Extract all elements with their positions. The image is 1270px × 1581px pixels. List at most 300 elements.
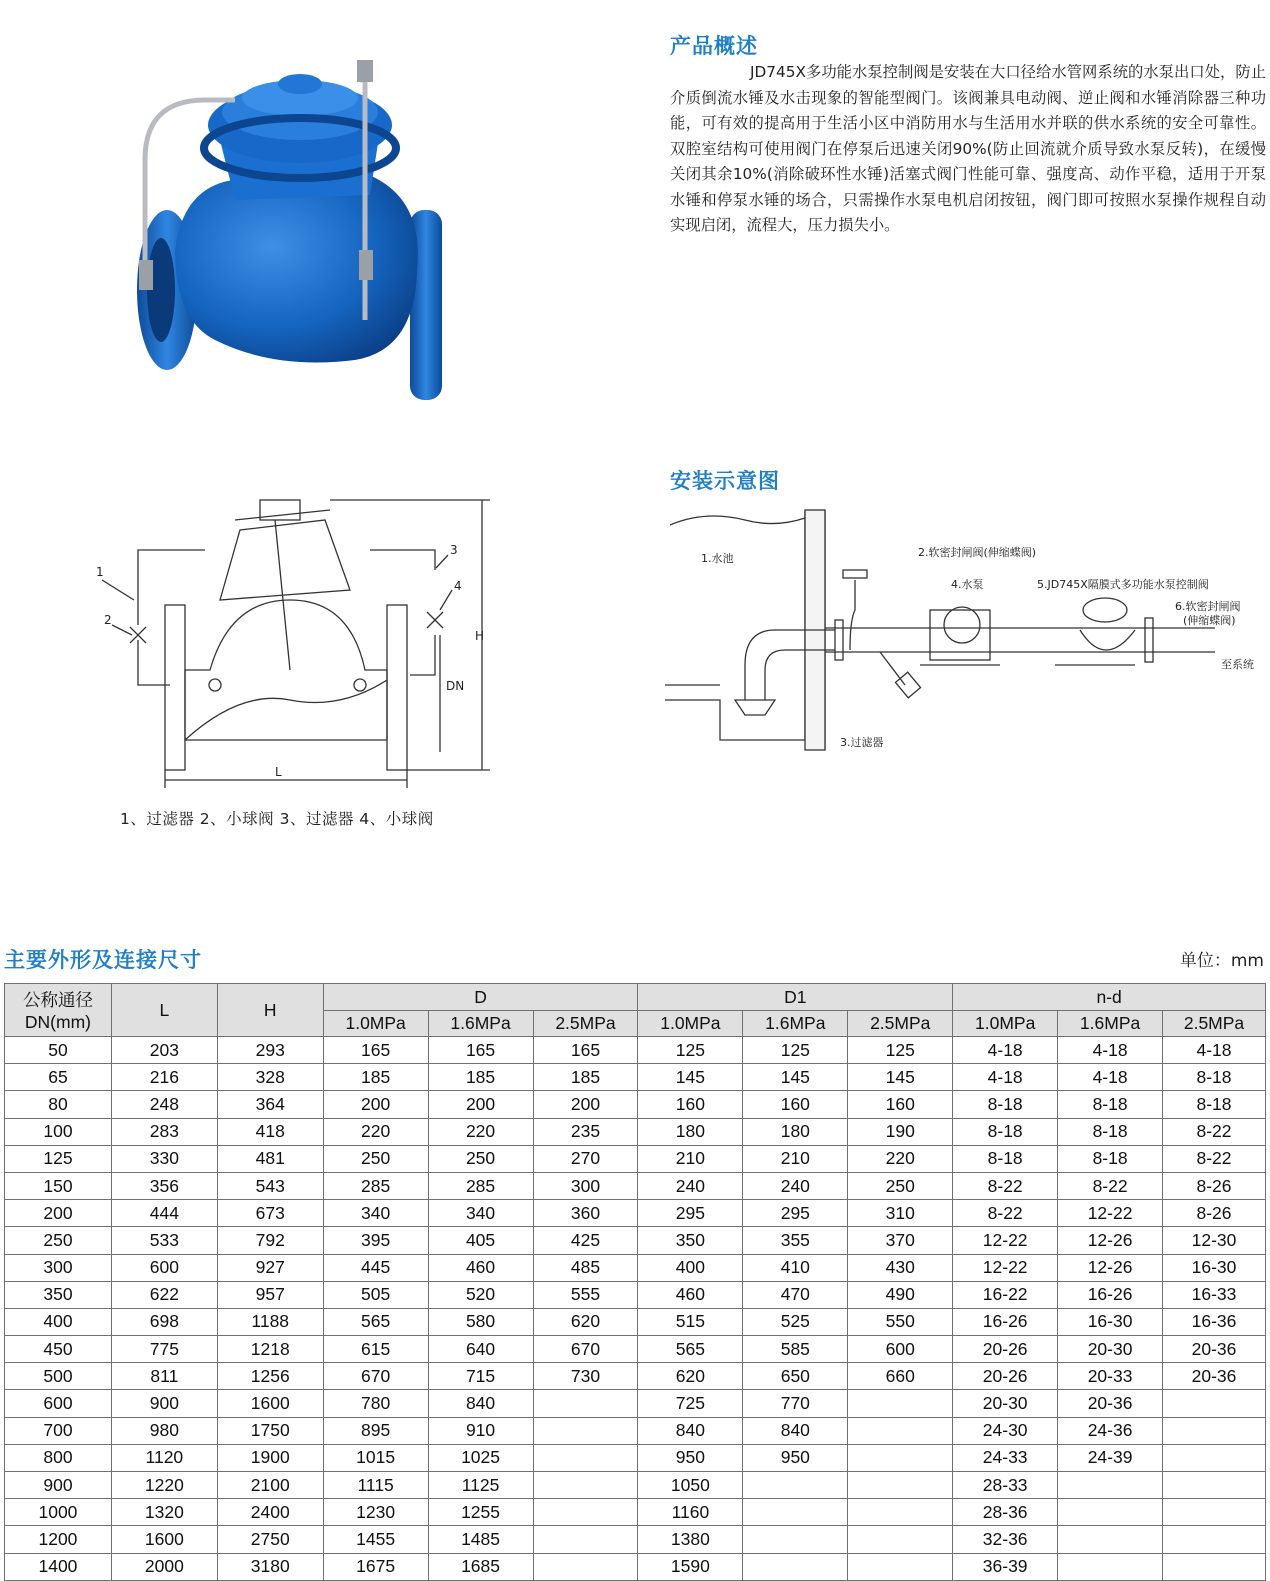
table-cell: 160 <box>848 1091 953 1118</box>
table-cell: 8-18 <box>1058 1118 1163 1145</box>
table-cell <box>533 1417 638 1444</box>
table-cell: 220 <box>323 1118 428 1145</box>
table-cell: 145 <box>848 1064 953 1091</box>
table-cell: 160 <box>743 1091 848 1118</box>
table-cell: 1590 <box>638 1553 743 1580</box>
table-cell: 165 <box>533 1037 638 1064</box>
install-label-gate6b: (伸缩蝶阀) <box>1183 614 1236 627</box>
header-dn <box>5 984 112 1037</box>
table-cell: 295 <box>638 1200 743 1227</box>
table-cell: 615 <box>323 1336 428 1363</box>
table-cell: 520 <box>428 1281 533 1308</box>
valve-dimension-drawing <box>90 490 500 800</box>
table-cell: 200 <box>5 1200 112 1227</box>
table-cell <box>743 1472 848 1499</box>
drawing-label-3: 3 <box>450 543 458 557</box>
table-cell: 811 <box>111 1363 217 1390</box>
table-cell: 425 <box>533 1227 638 1254</box>
table-cell: 20-30 <box>953 1390 1058 1417</box>
table-cell: 20-26 <box>953 1336 1058 1363</box>
table-row <box>5 1172 1266 1199</box>
table-cell: 4-18 <box>1058 1064 1163 1091</box>
table-cell: 670 <box>323 1363 428 1390</box>
table-cell: 220 <box>428 1118 533 1145</box>
table-cell: 200 <box>533 1091 638 1118</box>
install-label-gate: 2.软密封闸阀(伸缩蝶阀) <box>918 546 1037 559</box>
table-row <box>5 1444 1266 1471</box>
table-cell: 405 <box>428 1227 533 1254</box>
table-cell: 445 <box>323 1254 428 1281</box>
table-cell: 16-22 <box>953 1281 1058 1308</box>
table-cell <box>533 1553 638 1580</box>
table-cell: 460 <box>638 1281 743 1308</box>
table-cell: 400 <box>638 1254 743 1281</box>
table-cell: 210 <box>638 1145 743 1172</box>
drawing-caption: 1、过滤器 2、小球阀 3、过滤器 4、小球阀 <box>120 810 434 828</box>
header-d1-p3: 2.5MPa <box>848 1011 953 1037</box>
table-cell: 270 <box>533 1145 638 1172</box>
table-cell: 1025 <box>428 1444 533 1471</box>
table-cell: 28-33 <box>953 1472 1058 1499</box>
table-cell: 792 <box>217 1227 323 1254</box>
table-cell: 620 <box>533 1308 638 1335</box>
dimension-l-label: L <box>275 765 282 779</box>
table-cell <box>743 1553 848 1580</box>
header-d: D <box>323 984 638 1011</box>
table-row <box>5 1390 1266 1417</box>
table-cell: 8-22 <box>953 1200 1058 1227</box>
table-cell: 1188 <box>217 1308 323 1335</box>
table-cell: 28-36 <box>953 1499 1058 1526</box>
overview-body: JD745X多功能水泵控制阀是安装在大口径给水管网系统的水泵出口处，防止介质倒流水锤及水击现象的智能型阀门。该阀兼具电动阀、逆止阀和水锤消除器三种功能，可有效的提高用于生活小区中消防用水与生活用水并联的供水系统的安全可靠性。双腔室结构可使用阀门在停泵后迅速关闭90%(防止回流就介质导致水泵反转)，在缓慢关闭其余10%(消除破环性水锤)活塞式阀门性能可靠、强度高、动作平稳，适用于开泵水锤和停泵水锤的场合，只需操作水泵电机启闭按钮，阀门即可按照水泵操作规程自动实现启闭，流程大，压力损失小。 <box>670 63 1266 234</box>
table-cell <box>1163 1553 1266 1580</box>
table-cell: 8-18 <box>953 1118 1058 1145</box>
table-cell <box>1058 1526 1163 1553</box>
table-cell: 240 <box>638 1172 743 1199</box>
table-cell: 1160 <box>638 1499 743 1526</box>
table-row <box>5 1336 1266 1363</box>
table-cell: 1380 <box>638 1526 743 1553</box>
table-cell: 1220 <box>111 1472 217 1499</box>
table-row <box>5 1472 1266 1499</box>
table-cell: 235 <box>533 1118 638 1145</box>
table-cell: 4-18 <box>953 1037 1058 1064</box>
table-cell: 240 <box>743 1172 848 1199</box>
install-label-gate6a: 6.软密封闸阀 <box>1175 600 1241 613</box>
table-cell: 248 <box>111 1091 217 1118</box>
table-cell: 533 <box>111 1227 217 1254</box>
table-cell <box>533 1444 638 1471</box>
table-cell: 80 <box>5 1091 112 1118</box>
table-cell: 160 <box>638 1091 743 1118</box>
table-cell: 203 <box>111 1037 217 1064</box>
table-row <box>5 1145 1266 1172</box>
table-cell: 1675 <box>323 1553 428 1580</box>
table-row <box>5 1037 1266 1064</box>
table-cell: 250 <box>848 1172 953 1199</box>
table-cell: 1230 <box>323 1499 428 1526</box>
table-cell: 24-36 <box>1058 1417 1163 1444</box>
table-row <box>5 1254 1266 1281</box>
table-cell: 1750 <box>217 1417 323 1444</box>
table-cell: 600 <box>5 1390 112 1417</box>
header-d-p1: 1.0MPa <box>323 1011 428 1037</box>
overview-title: 产品概述 <box>670 34 758 58</box>
header-d1: D1 <box>638 984 953 1011</box>
table-cell: 2100 <box>217 1472 323 1499</box>
table-cell: 16-30 <box>1058 1308 1163 1335</box>
table-cell <box>848 1472 953 1499</box>
table-row <box>5 1118 1266 1145</box>
table-cell: 1320 <box>111 1499 217 1526</box>
dimension-dn-label: DN <box>446 679 465 693</box>
table-cell <box>848 1526 953 1553</box>
table-cell: 12-22 <box>1058 1200 1163 1227</box>
table-cell: 725 <box>638 1390 743 1417</box>
table-cell: 1000 <box>5 1499 112 1526</box>
table-cell: 840 <box>638 1417 743 1444</box>
table-cell: 250 <box>5 1227 112 1254</box>
table-cell: 2400 <box>217 1499 323 1526</box>
table-cell: 1255 <box>428 1499 533 1526</box>
table-cell: 8-22 <box>953 1172 1058 1199</box>
table-cell: 340 <box>323 1200 428 1227</box>
table-cell: 1120 <box>111 1444 217 1471</box>
table-cell: 356 <box>111 1172 217 1199</box>
drawing-label-2: 2 <box>104 613 112 627</box>
header-dn-line1: 公称通径 <box>22 990 93 1010</box>
table-cell: 125 <box>638 1037 743 1064</box>
table-cell: 950 <box>743 1444 848 1471</box>
header-d-p2: 1.6MPa <box>428 1011 533 1037</box>
install-label-control: 5.JD745X隔膜式多功能水泵控制阀 <box>1037 578 1209 591</box>
table-cell: 957 <box>217 1281 323 1308</box>
table-cell: 293 <box>217 1037 323 1064</box>
table-cell: 470 <box>743 1281 848 1308</box>
table-cell: 1485 <box>428 1526 533 1553</box>
table-cell: 20-36 <box>1058 1390 1163 1417</box>
table-cell: 4-18 <box>953 1064 1058 1091</box>
table-cell: 565 <box>323 1308 428 1335</box>
unit-label: 单位：mm <box>1179 951 1264 971</box>
install-title: 安装示意图 <box>670 469 780 493</box>
table-cell: 16-26 <box>1058 1281 1163 1308</box>
table-cell: 715 <box>428 1363 533 1390</box>
table-cell: 650 <box>743 1363 848 1390</box>
table-cell: 20-33 <box>1058 1363 1163 1390</box>
install-label-strainer: 3.过滤器 <box>840 736 884 749</box>
table-cell: 4-18 <box>1058 1037 1163 1064</box>
table-cell: 310 <box>848 1200 953 1227</box>
table-row <box>5 1227 1266 1254</box>
table-cell: 600 <box>848 1336 953 1363</box>
table-cell: 1050 <box>638 1472 743 1499</box>
table-cell: 490 <box>848 1281 953 1308</box>
table-cell: 20-36 <box>1163 1336 1266 1363</box>
table-cell: 770 <box>743 1390 848 1417</box>
table-row <box>5 1499 1266 1526</box>
table-cell: 220 <box>848 1145 953 1172</box>
table-cell: 364 <box>217 1091 323 1118</box>
table-cell: 640 <box>428 1336 533 1363</box>
table-cell: 12-22 <box>953 1227 1058 1254</box>
table-cell: 950 <box>638 1444 743 1471</box>
table-cell: 8-22 <box>1163 1118 1266 1145</box>
table-cell: 12-26 <box>1058 1227 1163 1254</box>
table-cell: 4-18 <box>1163 1037 1266 1064</box>
table-cell: 125 <box>743 1037 848 1064</box>
table-cell: 500 <box>5 1363 112 1390</box>
table-cell: 370 <box>848 1227 953 1254</box>
table-cell: 350 <box>5 1281 112 1308</box>
header-d1-p2: 1.6MPa <box>743 1011 848 1037</box>
table-cell <box>1163 1526 1266 1553</box>
table-cell: 410 <box>743 1254 848 1281</box>
table-cell: 8-22 <box>1058 1172 1163 1199</box>
table-cell: 295 <box>743 1200 848 1227</box>
table-cell: 165 <box>428 1037 533 1064</box>
table-cell: 620 <box>638 1363 743 1390</box>
table-cell: 980 <box>111 1417 217 1444</box>
table-cell: 525 <box>743 1308 848 1335</box>
table-cell <box>533 1472 638 1499</box>
table-cell: 210 <box>743 1145 848 1172</box>
table-cell: 350 <box>638 1227 743 1254</box>
table-cell: 418 <box>217 1118 323 1145</box>
table-cell: 16-33 <box>1163 1281 1266 1308</box>
table-cell: 730 <box>533 1363 638 1390</box>
table-row <box>5 1553 1266 1580</box>
table-cell: 670 <box>533 1336 638 1363</box>
table-cell <box>1058 1472 1163 1499</box>
table-cell: 515 <box>638 1308 743 1335</box>
table-cell: 8-26 <box>1163 1172 1266 1199</box>
table-cell: 180 <box>638 1118 743 1145</box>
table-cell: 8-18 <box>1058 1145 1163 1172</box>
table-cell: 355 <box>743 1227 848 1254</box>
table-cell: 1256 <box>217 1363 323 1390</box>
table-cell <box>1058 1499 1163 1526</box>
drawing-label-1: 1 <box>96 565 104 579</box>
table-cell: 8-26 <box>1163 1200 1266 1227</box>
table-cell: 444 <box>111 1200 217 1227</box>
table-cell: 1218 <box>217 1336 323 1363</box>
header-l: L <box>111 984 217 1037</box>
table-cell: 543 <box>217 1172 323 1199</box>
table-cell: 165 <box>323 1037 428 1064</box>
table-cell: 430 <box>848 1254 953 1281</box>
table-cell: 20-30 <box>1058 1336 1163 1363</box>
table-cell <box>743 1499 848 1526</box>
table-cell: 200 <box>323 1091 428 1118</box>
table-cell: 8-18 <box>1163 1091 1266 1118</box>
table-cell: 8-18 <box>953 1091 1058 1118</box>
table-cell: 8-18 <box>953 1145 1058 1172</box>
table-cell: 145 <box>638 1064 743 1091</box>
table-cell: 780 <box>323 1390 428 1417</box>
table-cell: 283 <box>111 1118 217 1145</box>
table-cell <box>1163 1499 1266 1526</box>
table-cell: 505 <box>323 1281 428 1308</box>
table-cell: 50 <box>5 1037 112 1064</box>
install-label-pump: 4.水泵 <box>951 578 984 591</box>
table-cell: 1900 <box>217 1444 323 1471</box>
table-cell: 12-22 <box>953 1254 1058 1281</box>
table-title: 主要外形及连接尺寸 <box>4 948 202 972</box>
table-cell: 190 <box>848 1118 953 1145</box>
table-cell: 698 <box>111 1308 217 1335</box>
table-row <box>5 1417 1266 1444</box>
table-cell <box>848 1390 953 1417</box>
table-cell: 285 <box>323 1172 428 1199</box>
header-nd: n-d <box>953 984 1266 1011</box>
table-cell: 330 <box>111 1145 217 1172</box>
table-cell: 1600 <box>217 1390 323 1417</box>
table-row <box>5 1526 1266 1553</box>
table-row <box>5 1308 1266 1335</box>
table-cell <box>533 1390 638 1417</box>
table-cell: 300 <box>5 1254 112 1281</box>
table-cell: 481 <box>217 1145 323 1172</box>
table-cell: 185 <box>533 1064 638 1091</box>
table-cell: 840 <box>428 1390 533 1417</box>
table-cell: 16-30 <box>1163 1254 1266 1281</box>
table-cell: 1600 <box>111 1526 217 1553</box>
table-cell <box>1163 1472 1266 1499</box>
table-cell: 775 <box>111 1336 217 1363</box>
table-cell: 1455 <box>323 1526 428 1553</box>
table-cell: 555 <box>533 1281 638 1308</box>
table-cell: 185 <box>428 1064 533 1091</box>
table-cell: 900 <box>111 1390 217 1417</box>
table-cell: 622 <box>111 1281 217 1308</box>
table-cell <box>848 1499 953 1526</box>
table-cell: 895 <box>323 1417 428 1444</box>
table-cell: 180 <box>743 1118 848 1145</box>
table-cell: 200 <box>428 1091 533 1118</box>
table-cell: 32-36 <box>953 1526 1058 1553</box>
table-cell <box>848 1444 953 1471</box>
header-nd-p3: 2.5MPa <box>1163 1011 1266 1037</box>
table-cell: 395 <box>323 1227 428 1254</box>
table-row <box>5 1281 1266 1308</box>
table-cell: 100 <box>5 1118 112 1145</box>
table-cell: 8-22 <box>1163 1145 1266 1172</box>
table-cell: 1200 <box>5 1526 112 1553</box>
table-cell: 450 <box>5 1336 112 1363</box>
table-cell: 2000 <box>111 1553 217 1580</box>
table-cell: 360 <box>533 1200 638 1227</box>
table-cell: 16-26 <box>953 1308 1058 1335</box>
valve-photo <box>125 20 455 410</box>
table-cell: 24-39 <box>1058 1444 1163 1471</box>
table-cell: 1400 <box>5 1553 112 1580</box>
table-cell: 16-36 <box>1163 1308 1266 1335</box>
table-cell: 125 <box>5 1145 112 1172</box>
header-d1-p1: 1.0MPa <box>638 1011 743 1037</box>
table-cell: 585 <box>743 1336 848 1363</box>
table-cell: 300 <box>533 1172 638 1199</box>
table-cell: 700 <box>5 1417 112 1444</box>
table-cell <box>848 1553 953 1580</box>
installation-diagram <box>665 500 1265 760</box>
table-cell: 485 <box>533 1254 638 1281</box>
table-row <box>5 1064 1266 1091</box>
table-cell: 400 <box>5 1308 112 1335</box>
table-row <box>5 1363 1266 1390</box>
dimension-h-label: H <box>475 629 485 643</box>
table-cell: 1115 <box>323 1472 428 1499</box>
table-cell: 8-18 <box>1058 1091 1163 1118</box>
table-cell: 24-33 <box>953 1444 1058 1471</box>
table-cell <box>1163 1444 1266 1471</box>
table-cell: 185 <box>323 1064 428 1091</box>
table-cell <box>1163 1417 1266 1444</box>
header-dn-line2: DN(mm) <box>24 1012 91 1032</box>
table-cell: 20-36 <box>1163 1363 1266 1390</box>
table-cell: 3180 <box>217 1553 323 1580</box>
header-nd-p1: 1.0MPa <box>953 1011 1058 1037</box>
table-cell <box>848 1417 953 1444</box>
table-cell <box>533 1526 638 1553</box>
table-cell: 36-39 <box>953 1553 1058 1580</box>
header-h: H <box>217 984 323 1037</box>
table-cell: 2750 <box>217 1526 323 1553</box>
table-cell: 24-30 <box>953 1417 1058 1444</box>
table-cell: 12-26 <box>1058 1254 1163 1281</box>
table-cell: 900 <box>5 1472 112 1499</box>
header-d-p3: 2.5MPa <box>533 1011 638 1037</box>
table-cell: 65 <box>5 1064 112 1091</box>
table-cell: 125 <box>848 1037 953 1064</box>
table-cell: 1015 <box>323 1444 428 1471</box>
table-cell: 250 <box>323 1145 428 1172</box>
table-cell <box>1163 1390 1266 1417</box>
header-nd-p2: 1.6MPa <box>1058 1011 1163 1037</box>
table-cell: 580 <box>428 1308 533 1335</box>
table-cell: 328 <box>217 1064 323 1091</box>
table-cell: 145 <box>743 1064 848 1091</box>
drawing-label-4: 4 <box>454 579 462 593</box>
table-cell <box>1058 1553 1163 1580</box>
table-cell: 565 <box>638 1336 743 1363</box>
table-cell: 460 <box>428 1254 533 1281</box>
table-cell: 250 <box>428 1145 533 1172</box>
table-cell: 8-18 <box>1163 1064 1266 1091</box>
table-cell: 910 <box>428 1417 533 1444</box>
table-cell: 927 <box>217 1254 323 1281</box>
table-cell: 600 <box>111 1254 217 1281</box>
table-cell: 840 <box>743 1417 848 1444</box>
table-row <box>5 1091 1266 1118</box>
dimensions-table <box>4 983 1266 1581</box>
table-cell: 660 <box>848 1363 953 1390</box>
table-cell: 216 <box>111 1064 217 1091</box>
table-row <box>5 1200 1266 1227</box>
install-label-system: 至系统 <box>1221 658 1254 671</box>
table-cell: 285 <box>428 1172 533 1199</box>
table-cell: 1125 <box>428 1472 533 1499</box>
table-cell <box>743 1526 848 1553</box>
table-cell: 673 <box>217 1200 323 1227</box>
table-cell: 550 <box>848 1308 953 1335</box>
install-label-pool: 1.水池 <box>701 552 734 565</box>
table-body <box>5 1037 1266 1581</box>
table-cell: 12-30 <box>1163 1227 1266 1254</box>
table-cell: 150 <box>5 1172 112 1199</box>
table-cell <box>533 1499 638 1526</box>
table-cell: 800 <box>5 1444 112 1471</box>
